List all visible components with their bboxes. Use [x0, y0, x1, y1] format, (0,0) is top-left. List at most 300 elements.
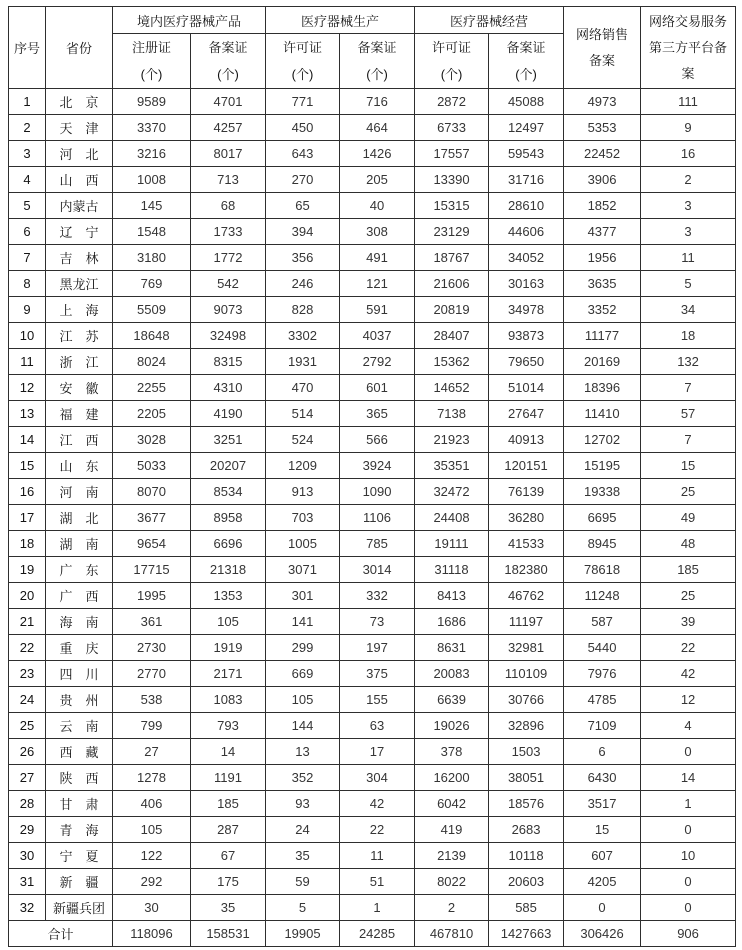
row-value: 28407	[415, 323, 489, 349]
row-value: 10	[641, 843, 736, 869]
row-no: 23	[9, 661, 46, 687]
row-value: 607	[564, 843, 641, 869]
row-no: 20	[9, 583, 46, 609]
total-value: 19905	[266, 921, 340, 947]
row-value: 9073	[191, 297, 266, 323]
header-group-row	[9, 7, 736, 34]
row-value: 7976	[564, 661, 641, 687]
row-value: 3924	[340, 453, 415, 479]
table-row	[9, 609, 736, 635]
header-group-operation: 医疗器械经营	[415, 7, 564, 34]
row-province: 贵 州	[46, 687, 113, 713]
row-value: 59543	[489, 141, 564, 167]
row-value: 13390	[415, 167, 489, 193]
row-value: 585	[489, 895, 564, 921]
row-value: 105	[191, 609, 266, 635]
row-value: 20083	[415, 661, 489, 687]
row-no: 2	[9, 115, 46, 141]
row-value: 9654	[113, 531, 191, 557]
row-no: 22	[9, 635, 46, 661]
row-value: 93873	[489, 323, 564, 349]
row-value: 6696	[191, 531, 266, 557]
header-group-domestic-products: 境内医疗器械产品	[113, 7, 266, 34]
row-value: 587	[564, 609, 641, 635]
row-value: 0	[641, 895, 736, 921]
row-value: 28610	[489, 193, 564, 219]
row-province: 甘 肃	[46, 791, 113, 817]
sub-unit: (个)	[291, 67, 314, 82]
row-value: 105	[266, 687, 340, 713]
row-value: 11197	[489, 609, 564, 635]
row-value: 2730	[113, 635, 191, 661]
row-value: 155	[340, 687, 415, 713]
row-value: 913	[266, 479, 340, 505]
row-province: 吉 林	[46, 245, 113, 271]
row-province: 云 南	[46, 713, 113, 739]
row-value: 8022	[415, 869, 489, 895]
row-no: 32	[9, 895, 46, 921]
row-province: 广 西	[46, 583, 113, 609]
row-value: 5509	[113, 297, 191, 323]
row-value: 121	[340, 271, 415, 297]
row-value: 8017	[191, 141, 266, 167]
row-value: 785	[340, 531, 415, 557]
table-row	[9, 557, 736, 583]
row-value: 132	[641, 349, 736, 375]
row-value: 13	[266, 739, 340, 765]
row-no: 7	[9, 245, 46, 271]
row-value: 352	[266, 765, 340, 791]
row-province: 山 东	[46, 453, 113, 479]
row-province: 四 川	[46, 661, 113, 687]
row-value: 287	[191, 817, 266, 843]
row-value: 105	[113, 817, 191, 843]
row-value: 8413	[415, 583, 489, 609]
row-province: 广 东	[46, 557, 113, 583]
table-row	[9, 297, 736, 323]
row-value: 46762	[489, 583, 564, 609]
row-value: 30163	[489, 271, 564, 297]
header-province: 省份	[46, 7, 113, 89]
row-value: 6042	[415, 791, 489, 817]
row-value: 8070	[113, 479, 191, 505]
row-value: 7109	[564, 713, 641, 739]
row-value: 5440	[564, 635, 641, 661]
row-value: 2205	[113, 401, 191, 427]
row-value: 38051	[489, 765, 564, 791]
header-online-sales-filing: 网络销售备案	[564, 7, 641, 89]
row-value: 6639	[415, 687, 489, 713]
row-value: 35	[266, 843, 340, 869]
row-value: 57	[641, 401, 736, 427]
row-province: 青 海	[46, 817, 113, 843]
row-value: 2139	[415, 843, 489, 869]
row-value: 3517	[564, 791, 641, 817]
row-no: 17	[9, 505, 46, 531]
row-value: 1278	[113, 765, 191, 791]
row-value: 76139	[489, 479, 564, 505]
table-header	[9, 7, 736, 89]
table-row	[9, 453, 736, 479]
row-value: 20603	[489, 869, 564, 895]
row-value: 32498	[191, 323, 266, 349]
row-value: 12497	[489, 115, 564, 141]
row-value: 5033	[113, 453, 191, 479]
row-no: 11	[9, 349, 46, 375]
row-no: 28	[9, 791, 46, 817]
row-province: 河 北	[46, 141, 113, 167]
row-value: 40	[340, 193, 415, 219]
row-value: 2683	[489, 817, 564, 843]
row-no: 18	[9, 531, 46, 557]
total-value: 118096	[113, 921, 191, 947]
row-no: 14	[9, 427, 46, 453]
row-value: 4257	[191, 115, 266, 141]
row-value: 34978	[489, 297, 564, 323]
row-no: 29	[9, 817, 46, 843]
row-value: 24408	[415, 505, 489, 531]
row-no: 10	[9, 323, 46, 349]
row-value: 5	[266, 895, 340, 921]
row-province: 福 建	[46, 401, 113, 427]
row-value: 7	[641, 375, 736, 401]
header-license-production	[266, 34, 340, 89]
row-no: 9	[9, 297, 46, 323]
row-value: 65	[266, 193, 340, 219]
row-province: 新疆兵团	[46, 895, 113, 921]
row-value: 6695	[564, 505, 641, 531]
row-value: 18767	[415, 245, 489, 271]
row-value: 1503	[489, 739, 564, 765]
row-value: 44606	[489, 219, 564, 245]
row-value: 419	[415, 817, 489, 843]
row-value: 32981	[489, 635, 564, 661]
row-value: 3251	[191, 427, 266, 453]
row-value: 20207	[191, 453, 266, 479]
row-value: 19338	[564, 479, 641, 505]
row-value: 31118	[415, 557, 489, 583]
row-value: 21606	[415, 271, 489, 297]
row-province: 江 西	[46, 427, 113, 453]
row-value: 8024	[113, 349, 191, 375]
row-value: 17557	[415, 141, 489, 167]
row-value: 27647	[489, 401, 564, 427]
row-value: 67	[191, 843, 266, 869]
row-value: 32896	[489, 713, 564, 739]
row-value: 25	[641, 583, 736, 609]
row-value: 4785	[564, 687, 641, 713]
row-value: 141	[266, 609, 340, 635]
row-value: 356	[266, 245, 340, 271]
row-value: 120151	[489, 453, 564, 479]
row-value: 292	[113, 869, 191, 895]
row-value: 39	[641, 609, 736, 635]
row-value: 63	[340, 713, 415, 739]
row-value: 4377	[564, 219, 641, 245]
row-value: 3	[641, 219, 736, 245]
row-value: 3352	[564, 297, 641, 323]
sub-label: 备案证	[506, 40, 546, 55]
row-value: 22	[340, 817, 415, 843]
total-label: 合计	[9, 921, 113, 947]
row-value: 2	[641, 167, 736, 193]
table-row	[9, 167, 736, 193]
row-province: 湖 南	[46, 531, 113, 557]
row-value: 713	[191, 167, 266, 193]
row-value: 3677	[113, 505, 191, 531]
row-value: 19026	[415, 713, 489, 739]
row-value: 8534	[191, 479, 266, 505]
table-row	[9, 401, 736, 427]
row-province: 上 海	[46, 297, 113, 323]
row-value: 6733	[415, 115, 489, 141]
row-value: 185	[191, 791, 266, 817]
table-row	[9, 505, 736, 531]
row-value: 32472	[415, 479, 489, 505]
row-value: 185	[641, 557, 736, 583]
sub-unit: (个)	[440, 67, 463, 82]
row-value: 1005	[266, 531, 340, 557]
total-value: 158531	[191, 921, 266, 947]
row-province: 江 苏	[46, 323, 113, 349]
row-value: 394	[266, 219, 340, 245]
row-value: 111	[641, 89, 736, 115]
sub-unit: (个)	[366, 67, 388, 82]
row-value: 21923	[415, 427, 489, 453]
row-value: 406	[113, 791, 191, 817]
row-value: 0	[641, 869, 736, 895]
row-value: 144	[266, 713, 340, 739]
row-value: 4205	[564, 869, 641, 895]
row-value: 332	[340, 583, 415, 609]
row-value: 4310	[191, 375, 266, 401]
row-value: 34052	[489, 245, 564, 271]
row-value: 270	[266, 167, 340, 193]
row-value: 1426	[340, 141, 415, 167]
row-value: 1090	[340, 479, 415, 505]
row-value: 25	[641, 479, 736, 505]
table-row	[9, 479, 736, 505]
row-value: 22452	[564, 141, 641, 167]
header-license-operation	[415, 34, 489, 89]
row-no: 26	[9, 739, 46, 765]
table-row	[9, 843, 736, 869]
row-value: 8945	[564, 531, 641, 557]
row-province: 浙 江	[46, 349, 113, 375]
row-value: 361	[113, 609, 191, 635]
row-value: 8315	[191, 349, 266, 375]
row-value: 11248	[564, 583, 641, 609]
sub-unit: (个)	[140, 67, 163, 82]
row-value: 2171	[191, 661, 266, 687]
header-no: 序号	[9, 7, 46, 89]
row-value: 524	[266, 427, 340, 453]
row-value: 769	[113, 271, 191, 297]
row-value: 36280	[489, 505, 564, 531]
row-province: 湖 北	[46, 505, 113, 531]
row-no: 19	[9, 557, 46, 583]
row-value: 73	[340, 609, 415, 635]
row-value: 182380	[489, 557, 564, 583]
table-row	[9, 583, 736, 609]
total-value: 906	[641, 921, 736, 947]
row-value: 3014	[340, 557, 415, 583]
table-row	[9, 739, 736, 765]
row-value: 49	[641, 505, 736, 531]
row-value: 15362	[415, 349, 489, 375]
row-value: 2792	[340, 349, 415, 375]
row-value: 20169	[564, 349, 641, 375]
row-value: 197	[340, 635, 415, 661]
row-no: 1	[9, 89, 46, 115]
row-value: 3635	[564, 271, 641, 297]
row-value: 538	[113, 687, 191, 713]
row-no: 13	[9, 401, 46, 427]
row-value: 299	[266, 635, 340, 661]
row-value: 7138	[415, 401, 489, 427]
row-value: 59	[266, 869, 340, 895]
total-value: 24285	[340, 921, 415, 947]
table-row	[9, 531, 736, 557]
row-value: 41533	[489, 531, 564, 557]
row-value: 1995	[113, 583, 191, 609]
row-value: 42	[340, 791, 415, 817]
row-value: 464	[340, 115, 415, 141]
row-value: 78618	[564, 557, 641, 583]
row-value: 175	[191, 869, 266, 895]
row-value: 18396	[564, 375, 641, 401]
table-row	[9, 115, 736, 141]
row-value: 31716	[489, 167, 564, 193]
row-province: 山 西	[46, 167, 113, 193]
row-value: 45088	[489, 89, 564, 115]
row-value: 0	[641, 739, 736, 765]
row-value: 828	[266, 297, 340, 323]
row-value: 566	[340, 427, 415, 453]
header-group-production: 医疗器械生产	[266, 7, 415, 34]
row-province: 河 南	[46, 479, 113, 505]
row-value: 3	[641, 193, 736, 219]
row-no: 4	[9, 167, 46, 193]
row-value: 3216	[113, 141, 191, 167]
total-value: 467810	[415, 921, 489, 947]
row-no: 15	[9, 453, 46, 479]
row-no: 21	[9, 609, 46, 635]
row-value: 1548	[113, 219, 191, 245]
row-value: 703	[266, 505, 340, 531]
table-body	[9, 89, 736, 947]
row-province: 安 徽	[46, 375, 113, 401]
row-value: 1772	[191, 245, 266, 271]
row-value: 205	[340, 167, 415, 193]
row-value: 1106	[340, 505, 415, 531]
row-value: 51	[340, 869, 415, 895]
row-value: 799	[113, 713, 191, 739]
table-row	[9, 271, 736, 297]
row-value: 110109	[489, 661, 564, 687]
table-row	[9, 219, 736, 245]
row-value: 2	[415, 895, 489, 921]
row-value: 1733	[191, 219, 266, 245]
table-row	[9, 635, 736, 661]
row-value: 122	[113, 843, 191, 869]
table-row	[9, 869, 736, 895]
table-row	[9, 427, 736, 453]
row-value: 1931	[266, 349, 340, 375]
table-row	[9, 713, 736, 739]
row-province: 海 南	[46, 609, 113, 635]
sub-label: 备案证	[208, 40, 248, 55]
row-value: 16200	[415, 765, 489, 791]
row-no: 12	[9, 375, 46, 401]
row-value: 4	[641, 713, 736, 739]
table-row	[9, 193, 736, 219]
row-value: 15195	[564, 453, 641, 479]
row-province: 北 京	[46, 89, 113, 115]
row-value: 9	[641, 115, 736, 141]
row-value: 1686	[415, 609, 489, 635]
row-value: 18	[641, 323, 736, 349]
row-value: 716	[340, 89, 415, 115]
table-row	[9, 661, 736, 687]
row-value: 1353	[191, 583, 266, 609]
row-value: 30	[113, 895, 191, 921]
row-value: 470	[266, 375, 340, 401]
row-value: 0	[641, 817, 736, 843]
row-value: 35	[191, 895, 266, 921]
row-value: 1083	[191, 687, 266, 713]
row-value: 365	[340, 401, 415, 427]
row-no: 5	[9, 193, 46, 219]
row-value: 42	[641, 661, 736, 687]
row-province: 黑龙江	[46, 271, 113, 297]
row-value: 2872	[415, 89, 489, 115]
row-value: 11410	[564, 401, 641, 427]
sub-unit: (个)	[217, 67, 239, 82]
row-value: 1852	[564, 193, 641, 219]
row-province: 新 疆	[46, 869, 113, 895]
row-value: 3180	[113, 245, 191, 271]
row-value: 308	[340, 219, 415, 245]
row-no: 27	[9, 765, 46, 791]
row-value: 24	[266, 817, 340, 843]
row-value: 51014	[489, 375, 564, 401]
table-row	[9, 349, 736, 375]
row-value: 12702	[564, 427, 641, 453]
row-value: 19111	[415, 531, 489, 557]
row-value: 35351	[415, 453, 489, 479]
row-value: 1919	[191, 635, 266, 661]
header-filing-cert-operation	[489, 34, 564, 89]
row-value: 5	[641, 271, 736, 297]
row-value: 11177	[564, 323, 641, 349]
table-row	[9, 687, 736, 713]
row-value: 10118	[489, 843, 564, 869]
row-no: 25	[9, 713, 46, 739]
row-value: 514	[266, 401, 340, 427]
row-value: 14	[191, 739, 266, 765]
sub-unit: (个)	[515, 67, 537, 82]
row-value: 6	[564, 739, 641, 765]
row-value: 1008	[113, 167, 191, 193]
total-row	[9, 921, 736, 947]
row-province: 陕 西	[46, 765, 113, 791]
header-filing-cert-products	[191, 34, 266, 89]
row-value: 1191	[191, 765, 266, 791]
row-value: 304	[340, 765, 415, 791]
row-value: 27	[113, 739, 191, 765]
row-value: 601	[340, 375, 415, 401]
